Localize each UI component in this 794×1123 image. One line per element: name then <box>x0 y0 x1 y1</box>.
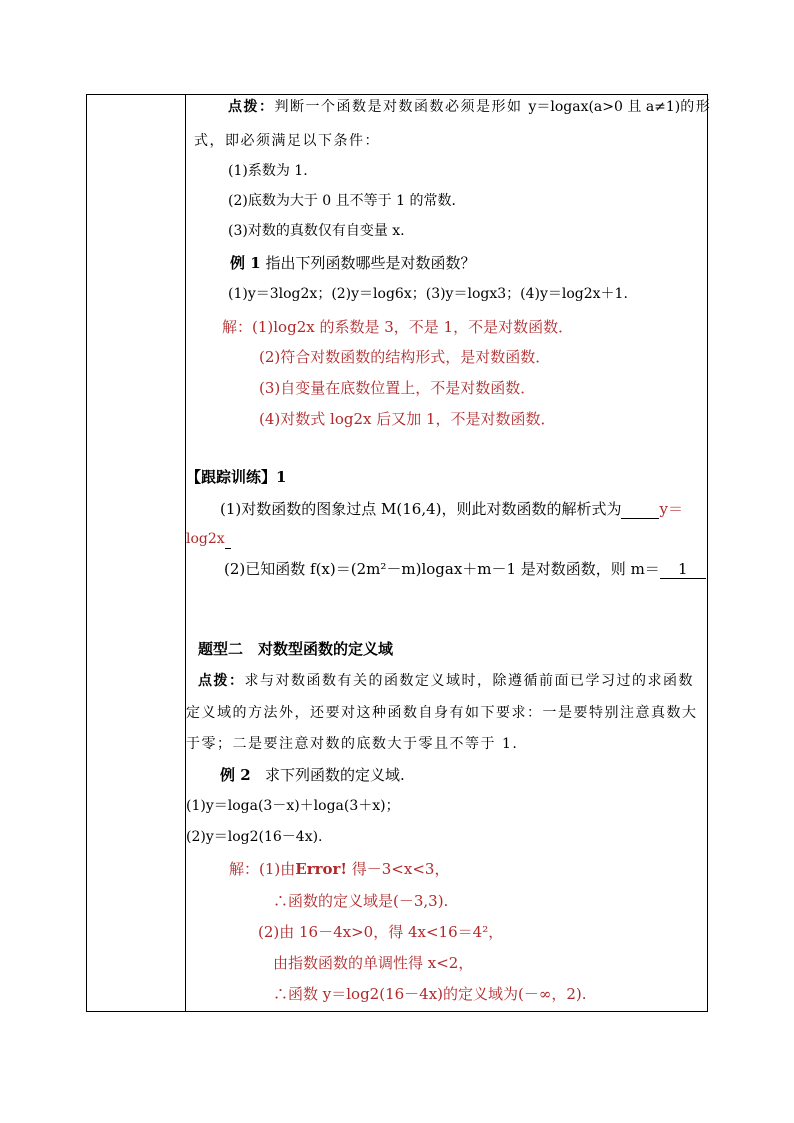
column-divider <box>185 95 186 1011</box>
example2-solution5: ∴函数 y＝log2(16－4x)的定义域为(－∞，2). <box>273 985 587 1003</box>
tip1-formula: y＝logax(a>0 且 a≠1) <box>528 99 681 115</box>
example2-solution3: (2)由 16－4x>0，得 4x<16＝4²， <box>258 923 504 941</box>
example1-solution-label: 解： <box>222 318 253 336</box>
example1-question-line <box>230 254 475 272</box>
example1-solution3: (3)自变量在底数位置上，不是对数函数． <box>259 379 536 397</box>
practice-q2-blank: 1 <box>660 560 706 579</box>
example1-label: 例 1 <box>230 254 261 272</box>
example2-solution1-post: 得－3<x<3， <box>347 860 450 878</box>
practice-q1-blank <box>621 500 659 519</box>
tip1-cond1: (1)系数为 1. <box>228 163 308 179</box>
practice-q1-answer-b <box>186 530 231 549</box>
practice-q1 <box>220 500 683 519</box>
example1-solution1: (1)log2x 的系数是 3，不是 1，不是对数函数． <box>252 318 574 336</box>
example2-solution4: 由指数函数的单调性得 x<2， <box>273 954 474 972</box>
example1-solution4: (4)对数式 log2x 后又加 1，不是对数函数． <box>259 410 556 428</box>
example2-item2: (2)y＝log2(16－4x). <box>186 829 323 845</box>
example1-question: 指出下列函数哪些是对数函数？ <box>265 254 476 272</box>
practice-q1-answer-underline <box>225 530 231 549</box>
example2-solution1-pre: (1)由 <box>259 860 296 878</box>
topic2-tip-line1 <box>198 672 694 690</box>
example2-solution1-error: Error! <box>295 860 347 878</box>
topic2-heading: 题型二 对数型函数的定义域 <box>198 640 394 658</box>
practice-q1-text: (1)对数函数的图象过点 M(16,4)，则此对数函数的解析式为 <box>220 500 622 518</box>
practice-q2 <box>224 560 706 579</box>
example2-question: 求下列函数的定义域. <box>264 766 405 784</box>
example1-solution2: (2)符合对数函数的结构形式，是对数函数． <box>259 348 551 366</box>
example1-options: (1)y＝3log2x；(2)y＝log6x；(3)y＝logx3；(4)y＝log2x＋1. <box>228 286 628 302</box>
example1-solution-line1 <box>222 318 573 336</box>
tip1-line1-pre: 判断一个函数是对数函数必须是形如 <box>274 99 529 115</box>
tip1-cond3: (3)对数的真数仅有自变量 x. <box>228 223 405 239</box>
example2-label: 例 2 <box>220 766 251 784</box>
tip1-line1-post: 的形 <box>680 99 712 115</box>
example2-question-line <box>220 766 405 784</box>
example2-item1: (1)y＝loga(3－x)＋loga(3＋x)； <box>186 798 400 814</box>
topic2-tip-line3: 于零；二是要注意对数的底数大于零且不等于 1. <box>186 736 519 752</box>
practice-q1-answer-b-text: log2x <box>186 531 225 547</box>
example2-solution-label: 解： <box>229 860 260 878</box>
tip1-cond2: (2)底数为大于 0 且不等于 1 的常数． <box>228 193 466 209</box>
tip1-line2: 式，即必须满足以下条件： <box>194 133 380 149</box>
practice-q2-text: (2)已知函数 f(x)＝(2m²－m)logax＋m－1 是对数函数，则 m＝ <box>224 560 660 578</box>
example2-solution1 <box>229 860 449 878</box>
topic2-tip-text1: 求与对数函数有关的函数定义域时，除遵循前面已学习过的求函数 <box>244 673 694 689</box>
practice-heading: 【跟踪训练】1 <box>186 468 287 486</box>
tip1-label: 点拨： <box>228 99 275 115</box>
tip1-line1 <box>228 98 711 116</box>
topic2-tip-label: 点拨： <box>198 673 245 689</box>
topic2-tip-line2: 定义域的方法外，还要对这种函数自身有如下要求：一是要特别注意真数大 <box>186 705 698 721</box>
practice-q1-answer-a: y＝ <box>659 500 683 518</box>
example2-solution2: ∴函数的定义域是(－3,3). <box>273 892 449 910</box>
